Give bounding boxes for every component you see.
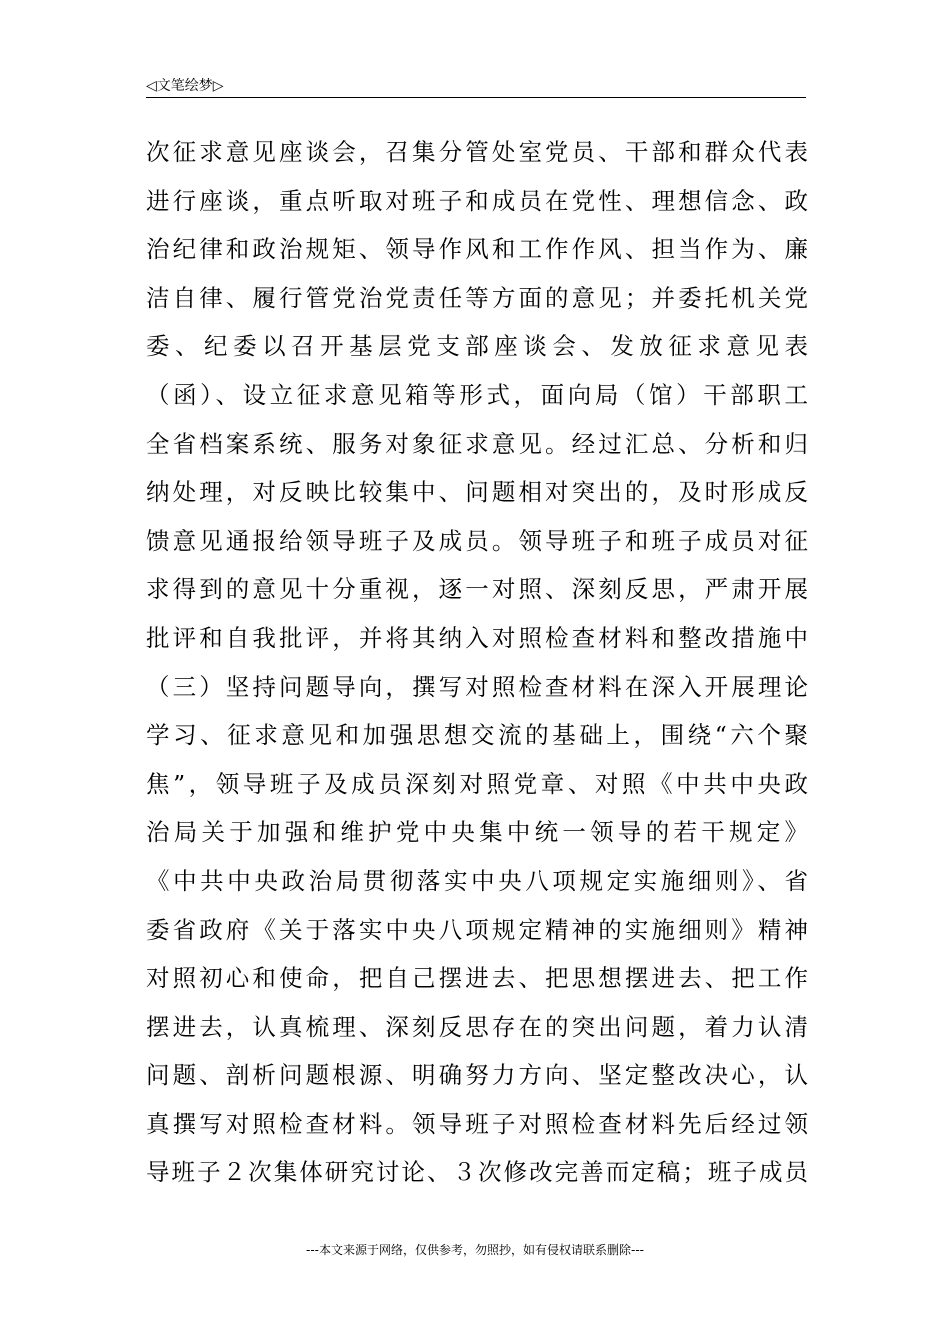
header-divider [146,97,806,98]
body-line: 批评和自我批评，并将其纳入对照检查材料和整改措施中 [146,623,808,652]
body-line: 真撰写对照检查材料。领导班子对照检查材料先后经过领 [146,1109,808,1138]
footer-disclaimer: ---本文来源于网络，仅供参考，勿照抄，如有侵权请联系删除--- [306,1243,644,1257]
body-line: 纳处理，对反映比较集中、问题相对突出的，及时形成反 [146,478,808,507]
header-title: ◁文笔绘梦▷ [146,78,224,94]
body-line: 对照初心和使命，把自己摆进去、把思想摆进去、把工作 [146,964,808,993]
body-line: 全省档案系统、服务对象征求意见。经过汇总、分析和归 [146,429,808,458]
body-line: 进行座谈，重点听取对班子和成员在党性、理想信念、政 [146,186,808,215]
body-line: 摆进去，认真梳理、深刻反思存在的突出问题，着力认清 [146,1012,808,1041]
body-line: 求得到的意见十分重视，逐一对照、深刻反思，严肃开展 [146,575,808,604]
body-line: 次征求意见座谈会，召集分管处室党员、干部和群众代表 [146,138,808,166]
body-line: 导班子２次集体研究讨论、３次修改完善而定稿；班子成员 [146,1158,808,1187]
body-line: 问题、剖析问题根源、明确努力方向、坚定整改决心，认 [146,1061,808,1090]
body-line: 委、纪委以召开基层党支部座谈会、发放征求意见表 [146,332,808,361]
document-body [146,128,808,1197]
page-header [146,74,806,98]
body-line: 委省政府《关于落实中央八项规定精神的实施细则》精神 [146,915,808,944]
body-line: （三）坚持问题导向，撰写对照检查材料在深入开展理论 [146,672,808,701]
body-line: 学习、征求意见和加强思想交流的基础上，围绕“六个聚 [146,721,808,750]
body-line: 洁自律、履行管党治党责任等方面的意见；并委托机关党 [146,283,808,312]
body-line: 治局关于加强和维护党中央集中统一领导的若干规定》 [146,818,808,847]
body-line: 《中共中央政治局贯彻落实中央八项规定实施细则》、省 [146,866,808,895]
body-line: 治纪律和政治规矩、领导作风和工作作风、担当作为、廉 [146,235,808,264]
body-line: 馈意见通报给领导班子及成员。领导班子和班子成员对征 [146,526,808,555]
body-line: （函）、设立征求意见箱等形式，面向局（馆）干部职工 [146,380,808,409]
body-line: 焦”，领导班子及成员深刻对照党章、对照《中共中央政 [146,769,808,798]
page-footer [0,1242,950,1258]
